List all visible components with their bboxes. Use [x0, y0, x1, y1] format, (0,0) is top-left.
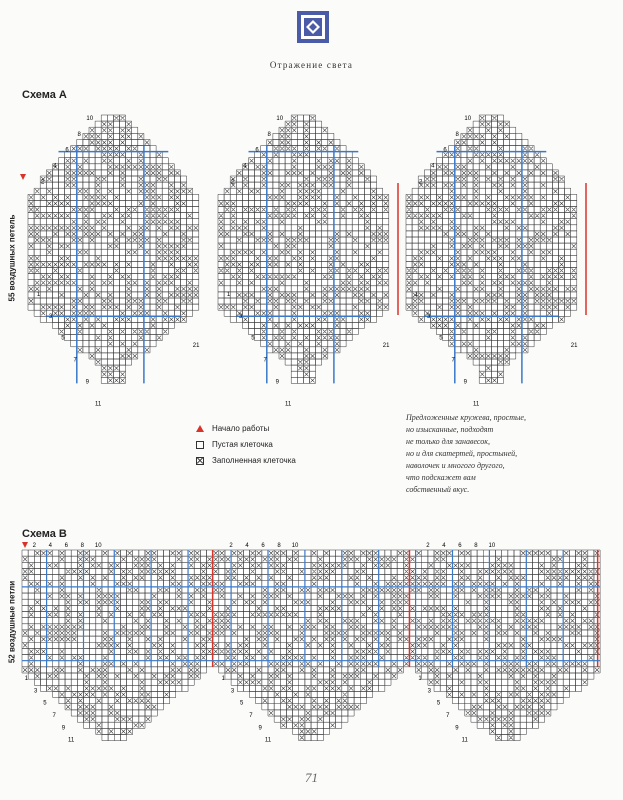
scheme-b-bottom-label: 7: [52, 712, 56, 719]
scheme-b-top-label: 8: [80, 543, 84, 549]
scheme-a-bottom-label: 11: [94, 401, 102, 408]
legend-filled-label: Заполненная клеточка: [212, 456, 296, 465]
scheme-b-top-label: 8: [474, 543, 478, 549]
scheme-b-top-label: 4: [48, 543, 52, 549]
scheme-b-bottom-label: 5: [43, 700, 47, 707]
legend-empty-label: Пустая клеточка: [212, 440, 273, 449]
scheme-a-bottom-label: 11: [472, 401, 480, 408]
scheme-a-bottom-label: 9: [463, 379, 467, 386]
start-triangle-icon: [22, 542, 28, 548]
scheme-a-bottom-label: 5: [251, 335, 255, 342]
scheme-b-bottom-label: 11: [264, 737, 272, 744]
note-line: наволочек и многого другого,: [406, 461, 505, 470]
scheme-a-top-label: 10: [86, 116, 94, 122]
scheme-a-bottom-label: 7: [451, 357, 455, 364]
scheme-b-top-label: 2: [229, 543, 233, 549]
scheme-b-bottom-label: 11: [68, 737, 75, 744]
scheme-a-bottom-label: 11: [284, 401, 292, 408]
scheme-b-bottom-label: 9: [455, 725, 459, 732]
note-line: но изысканные, подходят: [406, 425, 494, 434]
scheme-b-top-label: 4: [442, 543, 446, 549]
scheme-a-top-label: 6: [255, 147, 259, 154]
scheme-a-bottom-label: 3: [49, 313, 53, 320]
scheme-a-bottom-label: 5: [61, 335, 65, 342]
scheme-b-top-label: 8: [277, 543, 281, 549]
scheme-b-bottom-label: 3: [34, 688, 38, 695]
scheme-a-bottom-label: 3: [427, 313, 431, 320]
scheme-a-top-label: 10: [276, 116, 284, 122]
scheme-a-bottom-label: 7: [73, 357, 77, 364]
scheme-a-bottom-label: 1: [226, 291, 231, 298]
scheme-a-top-label: 4: [53, 163, 57, 170]
scheme-a-right-label: 21: [382, 342, 390, 349]
scheme-b-top-label: 2: [426, 543, 430, 549]
scheme-b-bottom-label: 9: [61, 725, 66, 732]
scheme-a-bottom-label: 3: [239, 313, 243, 320]
scheme-a-top-label: 8: [77, 131, 81, 138]
scheme-b-bottom-label: 1: [24, 676, 29, 683]
scheme-b-band-grid: [22, 550, 600, 741]
scheme-b-bottom-label: 11: [461, 737, 468, 744]
scheme-a-side-label: 55 воздушных петель: [7, 214, 17, 302]
scheme-a-top-label: 6: [65, 147, 69, 154]
scheme-b-top-label: 6: [261, 543, 265, 549]
scheme-a-top-label: 4: [431, 163, 435, 170]
note-line: Предложенные кружева, простые,: [406, 413, 526, 422]
scheme-a-top-label: 2: [40, 179, 45, 186]
note-line: что подскажет вам: [406, 473, 476, 482]
note-line: но и для скатертей, простыней,: [406, 449, 518, 458]
scheme-a-top-label: 10: [464, 116, 472, 122]
scheme-b-top-label: 4: [245, 543, 249, 549]
scheme-a-top-label: 4: [243, 163, 247, 170]
page-number: 71: [305, 770, 318, 785]
scheme-b-bottom-label: 3: [230, 688, 235, 695]
scheme-b-bottom-label: 5: [240, 700, 244, 707]
scheme-a-top-label: 2: [418, 179, 423, 186]
scheme-b-title: Схема В: [22, 528, 67, 540]
scheme-b-bottom-label: 5: [436, 700, 441, 707]
scheme-b-bottom-label: 9: [258, 725, 262, 732]
scheme-a-title: Схема А: [22, 89, 67, 101]
scheme-a-right-label: 21: [192, 342, 200, 349]
scheme-b-top-label: 6: [64, 543, 68, 549]
scheme-b-bottom-label: 1: [221, 676, 225, 683]
scheme-a-top-label: 8: [267, 131, 271, 138]
scheme-b-top-label: 10: [488, 543, 496, 549]
scheme-b-bottom-label: 7: [446, 712, 450, 719]
section-title: Отражение света: [269, 60, 354, 70]
scheme-b-bottom-label: 3: [427, 688, 431, 695]
scheme-a-bottom-label: 1: [36, 291, 41, 298]
scheme-b-bottom-label: 7: [249, 712, 253, 719]
note-line: не только для занавесок,: [406, 437, 491, 446]
scheme-a-bottom-label: 5: [439, 335, 443, 342]
scheme-a-bottom-label: 1: [414, 291, 419, 298]
scheme-b-bottom-label: 1: [418, 676, 422, 683]
scheme-b-top-label: 10: [291, 543, 299, 549]
note-line: собственный вкус.: [406, 485, 470, 494]
scheme-a-bottom-label: 9: [85, 379, 89, 386]
scheme-b-side-label: 52 воздушные петли: [7, 580, 17, 664]
scheme-a-top-label: 2: [230, 179, 235, 186]
scheme-b-top-label: 6: [458, 543, 462, 549]
scheme-a-top-label: 8: [455, 131, 459, 138]
legend-start-label: Начало работы: [212, 424, 270, 433]
scheme-a-right-label: 21: [570, 342, 578, 349]
scheme-a-top-label: 6: [443, 147, 447, 154]
scheme-a-bottom-label: 9: [275, 379, 279, 386]
scheme-a-bottom-label: 7: [263, 357, 267, 364]
scheme-b-top-label: 10: [94, 543, 102, 549]
scheme-b-top-label: 2: [32, 543, 36, 549]
